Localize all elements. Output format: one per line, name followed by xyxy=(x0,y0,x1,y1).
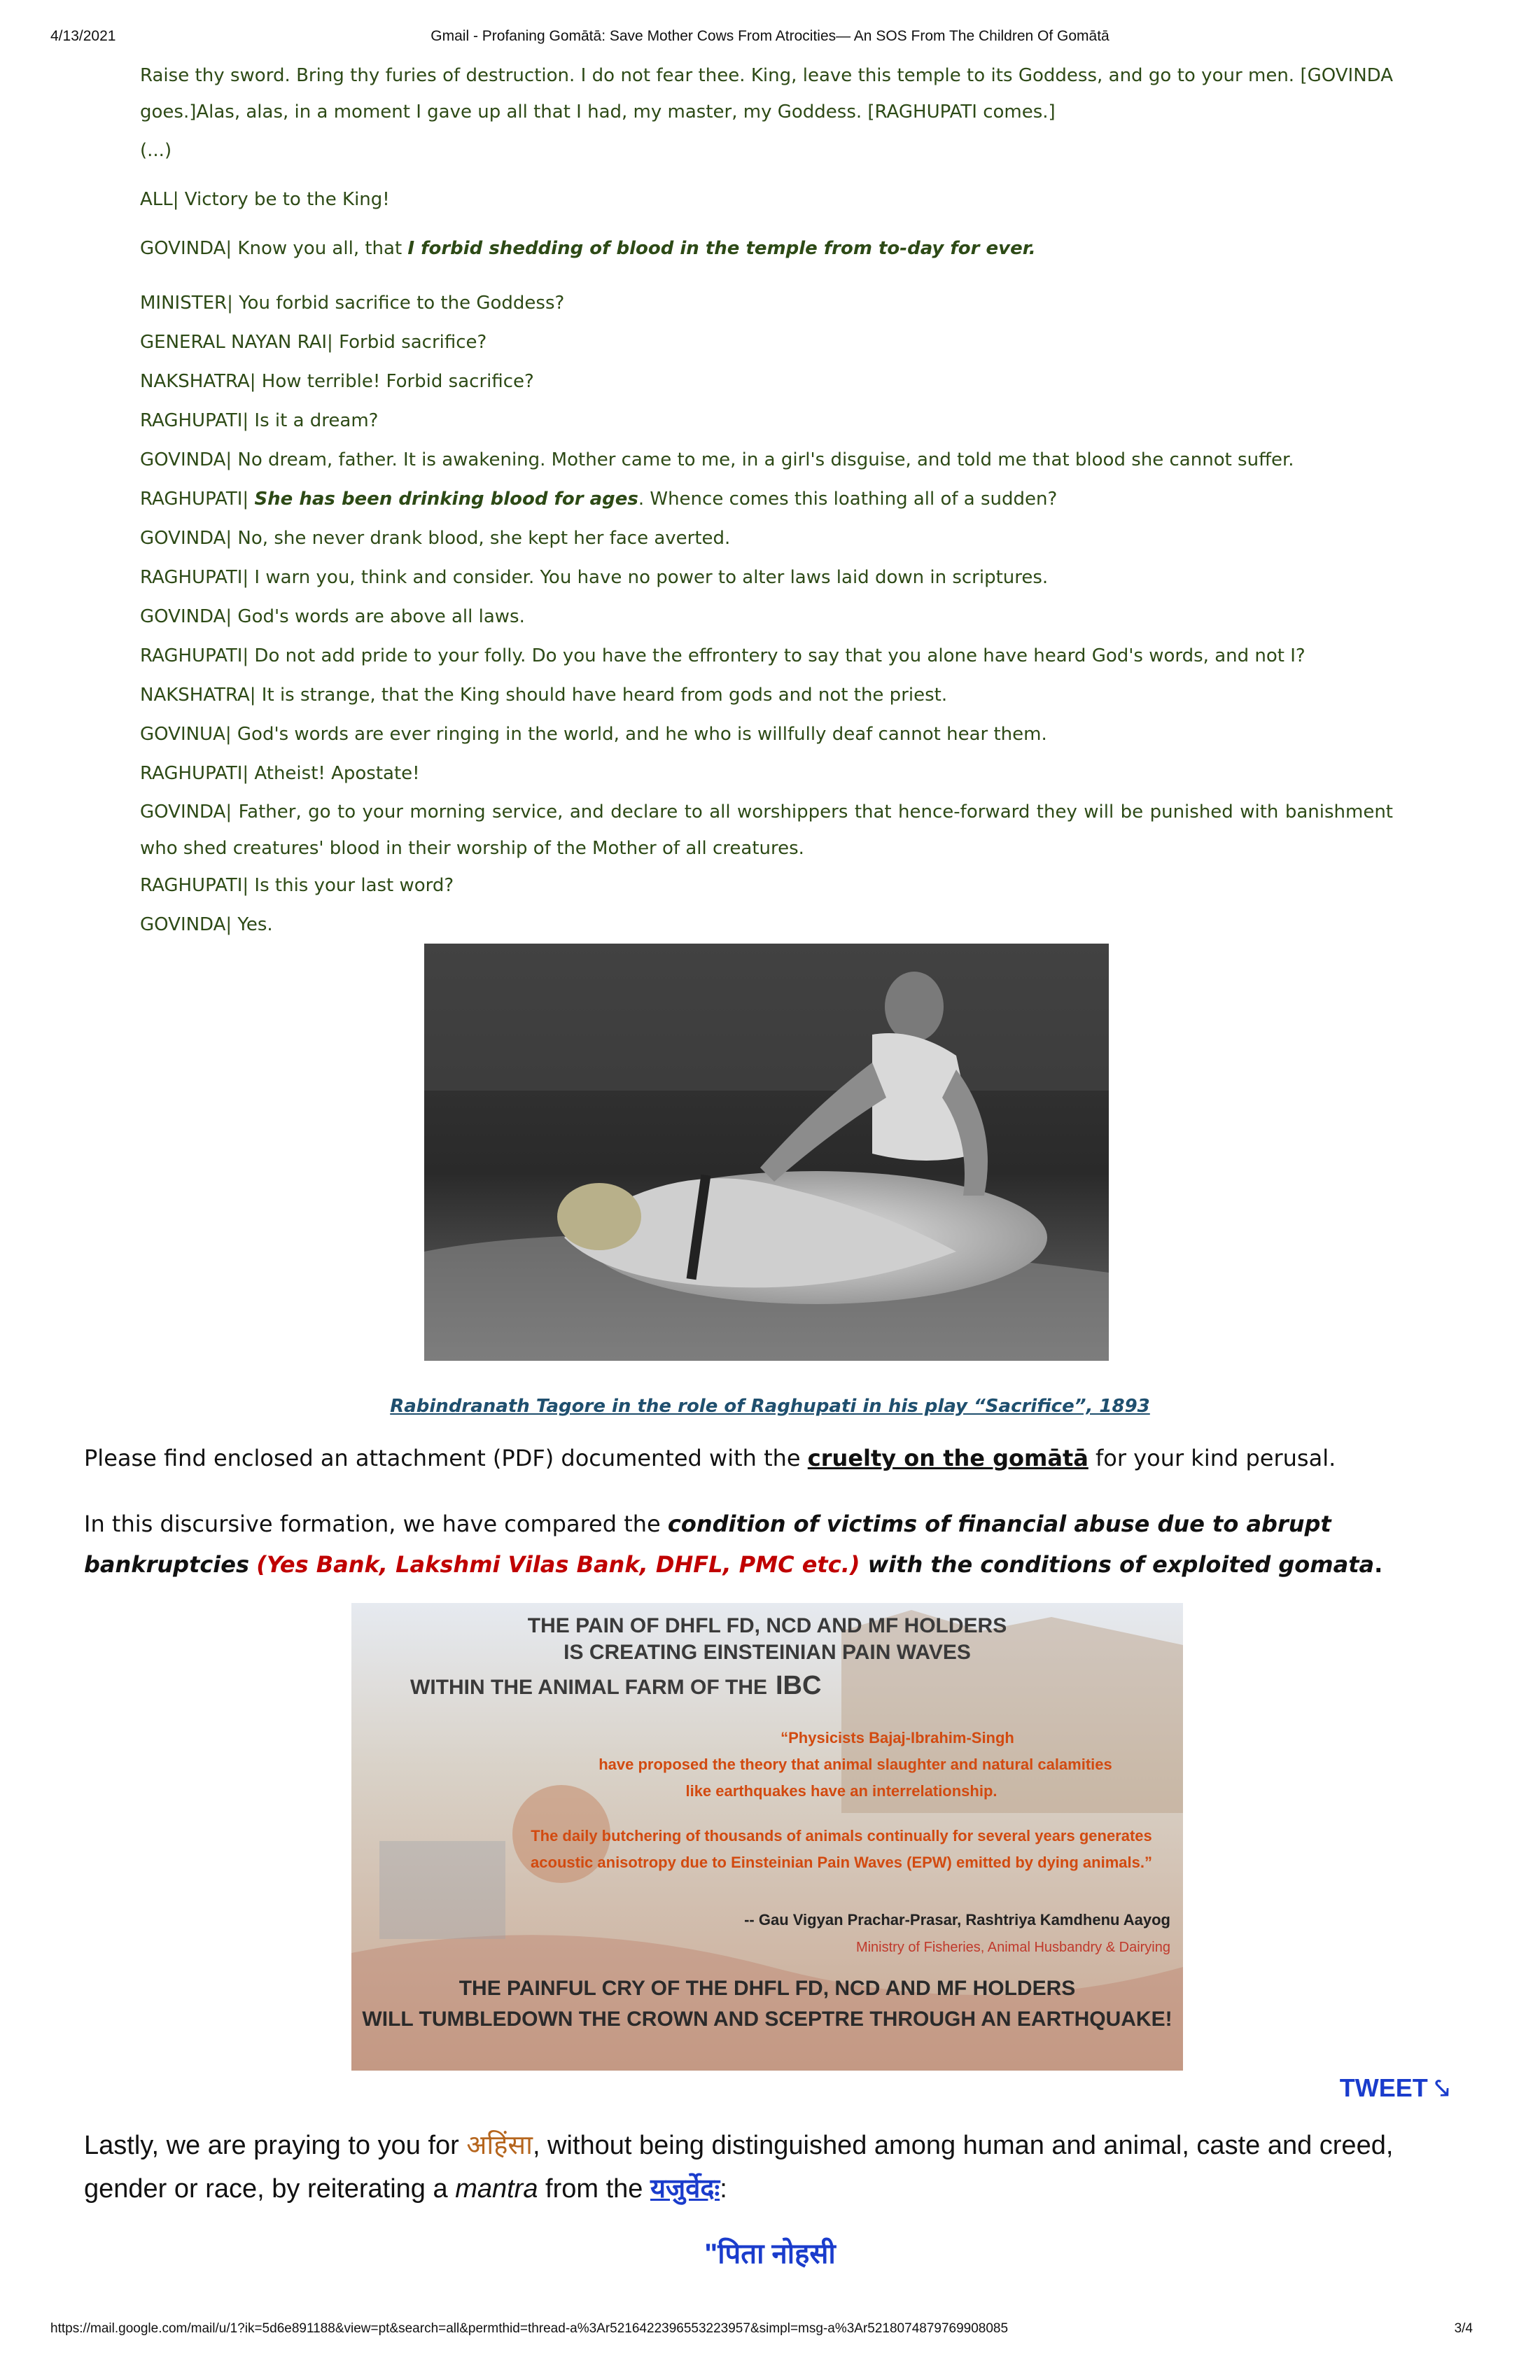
line-raghupati-5: RAGHUPATI| Atheist! Apostate! xyxy=(140,763,420,784)
play-ellipsis: (...) xyxy=(140,140,172,161)
photo-caption[interactable]: Rabindranath Tagore in the role of Raghupati in his play “Sacrifice”, 1893 xyxy=(390,1396,1150,1417)
closing-text-pre: Lastly, we are praying to you for xyxy=(84,2131,467,2160)
yajurveda-link[interactable]: यजुर्वेदः xyxy=(650,2174,720,2204)
line-raghupati-1: RAGHUPATI| Is it a dream? xyxy=(140,410,379,431)
banner-quote-3: like earthquakes have an interrelationship. xyxy=(685,1782,997,1800)
comparison-text-pre: In this discursive formation, we have compared the xyxy=(84,1511,668,1537)
line-raghupati-3: RAGHUPATI| I warn you, think and consider. You have no power to alter laws laid down in scriptures. xyxy=(140,567,1049,588)
line-raghupati-6: RAGHUPATI| Is this your last word? xyxy=(140,875,454,896)
line-govinda-1 xyxy=(140,238,1036,259)
banner-quote-5: acoustic anisotropy due to Einsteinian Pain Waves (EPW) emitted by dying animals.” xyxy=(531,1854,1152,1871)
banner-bottom-1: THE PAINFUL CRY OF THE DHFL FD, NCD AND MF HOLDERS xyxy=(458,1977,1076,2000)
banner-line-3b: IBC xyxy=(776,1671,822,1700)
print-footer xyxy=(0,2321,1540,2349)
closing-colon: : xyxy=(720,2174,727,2204)
line-govinua: GOVINUA| God's words are ever ringing in the world, and he who is willfully deaf cannot hear them. xyxy=(140,724,1047,745)
raghupati-2-emphasis: She has been drinking blood for ages xyxy=(254,489,638,510)
line-raghupati-2 xyxy=(140,489,1057,510)
govinda-1-emphasis: I forbid shedding of blood in the temple from to-day for ever. xyxy=(407,238,1036,259)
line-govinda-3: GOVINDA| No, she never drank blood, she kept her face averted. xyxy=(140,528,731,549)
banner-quote-1: “Physicists Bajaj-Ibrahim-Singh xyxy=(780,1729,1014,1746)
banner-ministry: Ministry of Fisheries, Animal Husbandry & Dairying xyxy=(855,1940,1170,1955)
cruelty-link[interactable]: cruelty on the gomātā xyxy=(807,1445,1088,1471)
banks-list: (Yes Bank, Lakshmi Vilas Bank, DHFL, PMC etc.) xyxy=(256,1551,860,1578)
govinda-1-speaker: GOVINDA| Know you all, that xyxy=(140,238,408,259)
line-all: ALL| Victory be to the King! xyxy=(140,189,390,210)
dhfl-pain-banner xyxy=(351,1603,1183,2071)
banner-quote-4: The daily butchering of thousands of animals continually for several years generates xyxy=(531,1827,1152,1844)
line-general: GENERAL NAYAN RAI| Forbid sacrifice? xyxy=(140,332,487,353)
banner-source: -- Gau Vigyan Prachar-Prasar, Rashtriya Kamdhenu Aayog xyxy=(744,1911,1170,1928)
line-govinda-2: GOVINDA| No dream, father. It is awakening. Mother came to me, in a girl's disguise, and told me that blood she cannot suffer. xyxy=(140,449,1294,470)
raghupati-2-speaker: RAGHUPATI| xyxy=(140,489,255,510)
attachment-paragraph xyxy=(84,1445,1449,1471)
comparison-period: . xyxy=(1374,1551,1383,1578)
closing-text-mid-2: from the xyxy=(538,2174,650,2204)
line-nakshatra-2: NAKSHATRA| It is strange, that the King should have heard from gods and not the priest. xyxy=(140,685,948,706)
print-date: 4/13/2021 xyxy=(50,28,116,44)
comparison-emphasis: condition of victims of financial abuse due to abrupt bankruptcies xyxy=(84,1511,1331,1578)
page-number: 3/4 xyxy=(1454,2321,1473,2336)
banner-bottom-2: WILL TUMBLEDOWN THE CROWN AND SCEPTRE THROUGH AN EARTHQUAKE! xyxy=(362,2008,1172,2031)
raghupati-2-rest: . Whence comes this loathing all of a sudden? xyxy=(638,489,1058,510)
attachment-text-post: for your kind perusal. xyxy=(1088,1445,1336,1471)
comparison-emphasis-end: with the conditions of exploited gomata xyxy=(860,1551,1375,1578)
closing-text-mid: , without being distinguished among human and animal, caste and creed, gender or race, by reiterating a xyxy=(84,2131,1394,2204)
line-raghupati-4: RAGHUPATI| Do not add pride to your folly. Do you have the effrontery to say that you alone have heard God's words, and not I? xyxy=(140,645,1306,666)
line-govinda-4: GOVINDA| God's words are above all laws. xyxy=(140,606,525,627)
attachment-text-pre: Please find enclosed an attachment (PDF) documented with the xyxy=(84,1445,808,1471)
print-header xyxy=(0,28,1540,56)
banner-quote-2: have proposed the theory that animal slaughter and natural calamities xyxy=(598,1756,1112,1773)
print-url: https://mail.google.com/mail/u/1?ik=5d6e891188&view=pt&search=all&permthid=thread-a%3Ar5216422396553223957&simpl=msg-a%3Ar5218074879769908085 xyxy=(50,2321,1009,2336)
tweet-link[interactable]: TWEET ⤥ xyxy=(1339,2073,1449,2102)
banner-line-3a: WITHIN THE ANIMAL FARM OF THE xyxy=(410,1676,767,1699)
line-govinda-5: GOVINDA| Father, go to your morning service, and declare to all worshippers that hence-forward they will be punished with banishment who shed creatures' blood in their worship of the Mother of all creatures. xyxy=(140,802,1393,859)
comparison-paragraph xyxy=(84,1504,1449,1585)
mantra-word: mantra xyxy=(455,2174,538,2204)
line-nakshatra-1: NAKSHATRA| How terrible! Forbid sacrifice? xyxy=(140,371,534,392)
ahimsa-word: अहिंसा xyxy=(466,2131,533,2160)
print-title: Gmail - Profaning Gomātā: Save Mother Cows From Atrocities— An SOS From The Children Of Gomātā xyxy=(430,28,1110,44)
line-minister: MINISTER| You forbid sacrifice to the Goddess? xyxy=(140,293,565,314)
banner-line-1: THE PAIN OF DHFL FD, NCD AND MF HOLDERS xyxy=(527,1614,1007,1637)
tagore-photo xyxy=(424,944,1109,1361)
play-intro: Raise thy sword. Bring thy furies of destruction. I do not fear thee. King, leave this temple to its Goddess, and go to your men. [GOVINDA goes.]Alas, alas, in a moment I gave up all that I had, my master, my Goddess. [RAGHUPATI comes.] xyxy=(140,65,1393,122)
banner-line-2: IS CREATING EINSTEINIAN PAIN WAVES xyxy=(564,1641,971,1664)
closing-paragraph xyxy=(84,2124,1470,2211)
line-govinda-6: GOVINDA| Yes. xyxy=(140,914,273,935)
mantra-quote: "पिता नोहसी xyxy=(704,2239,836,2269)
